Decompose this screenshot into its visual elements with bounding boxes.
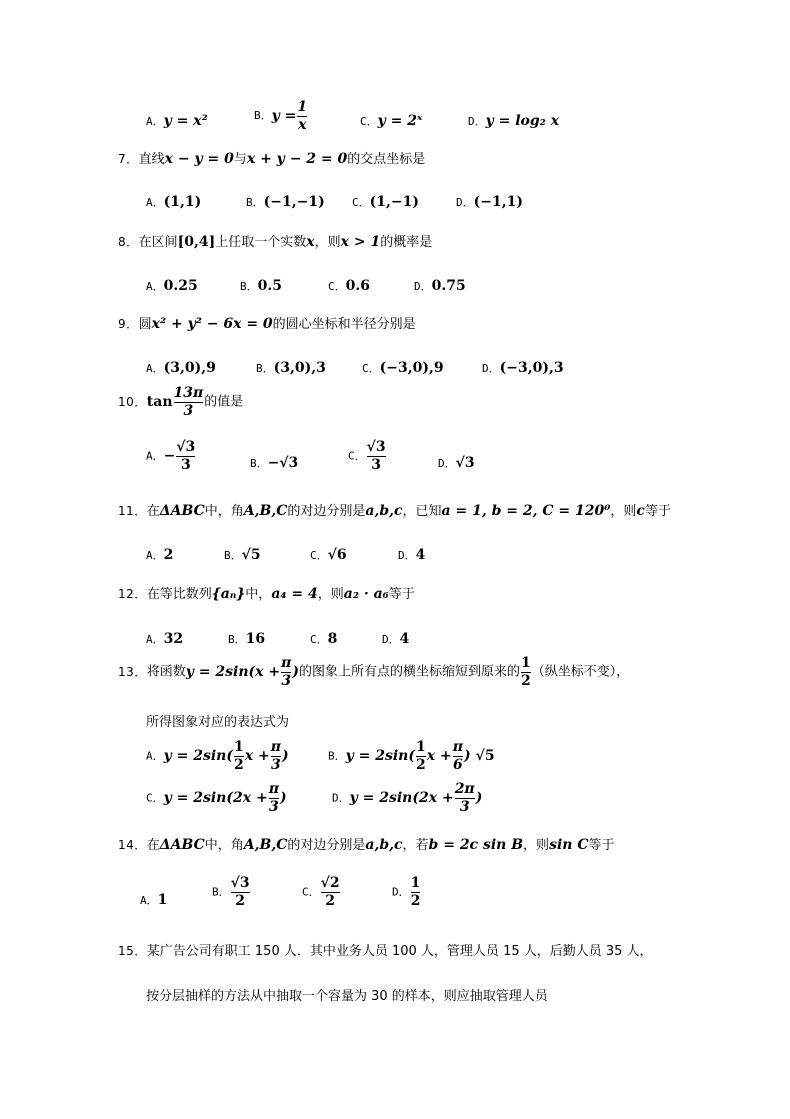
fraction: $\frac{√3}{3}$ [366,439,386,473]
q10-options [146,440,506,484]
fraction: $\frac{√3}{2}$ [230,875,250,909]
fraction: $\frac{1}{2}$ [233,739,244,773]
q9-option-c: C．(−3,0),9 [362,360,444,376]
q12-option-a: A．32 [146,631,184,647]
fraction: $\frac{√2}{2}$ [320,875,340,909]
q10-option-b: B．−√3 [250,455,299,471]
q7-options [146,193,566,213]
q11-option-c: C．√6 [310,547,347,563]
q8-option-a: A．0.25 [146,278,198,294]
q10-option-a: A．− $\frac{√3}{3}$ [146,439,196,473]
q6-option-d: D．y = log₂ x [468,113,560,129]
q10-option-d: D．√3 [438,455,475,471]
q12-option-c: C．8 [310,631,338,647]
fraction: $\frac{√3}{3}$ [176,439,196,473]
fraction: $\frac{\pi}{6}$ [452,739,463,773]
q7-option-b: B．(−1,−1) [246,194,325,210]
q7-option-a: A．(1,1) [146,194,202,210]
q9-option-b: B．(3,0),3 [256,360,326,376]
q10-option-c: C． $\frac{√3}{3}$ [348,439,386,473]
q13-stem: 13．将函数y = 2sin(x + $\frac{\pi}{3}$ )的图象上所有点的横坐标缩短到原来的 $\frac{1}{2}$ （纵坐标不变）， [118,655,630,689]
q7-option-d: D．(−1,1) [456,194,523,210]
q11-option-a: A．2 [146,547,174,563]
q7-stem: 7．直线x − y = 0与x + y − 2 = 0的交点坐标是 [118,151,426,167]
q13-options-ab [146,740,546,784]
q6-option-b: B．y = $\frac{1}{x}$ [254,99,308,133]
q8-options [146,277,566,297]
fraction: $\frac{2\pi}{3}$ [454,781,475,815]
q14-option-c: C． $\frac{√2}{2}$ [302,875,340,909]
q10-stem: 10．tan $\frac{13\pi}{3}$ 的值是 [118,385,244,419]
q9-options [146,359,586,379]
q11-option-b: B．√5 [224,547,261,563]
q13-options-cd [146,782,546,822]
q9-stem: 9．圆x² + y² − 6x = 0的圆心坐标和半径分别是 [118,316,416,332]
q14-option-a: A．1 [140,892,168,908]
q8-stem: 8．在区间[0,4]上任取一个实数x，则x > 1的概率是 [118,234,433,250]
q11-stem: 11．在ΔABC中，角A,B,C的对边分别是a,b,c，已知a = 1, b = 2, C = 120⁰，则c等于 [118,503,671,519]
fraction: $\frac{1}{2}$ [521,655,531,689]
q9-option-d: D．(−3,0),3 [482,360,564,376]
q9-option-a: A．(3,0),9 [146,360,216,376]
q12-stem: 12．在等比数列{aₙ}中，a₄ = 4，则a₂ · a₆等于 [118,586,415,602]
q14-option-d: D． $\frac{1}{2}$ [392,875,421,909]
fraction: $\frac{\pi}{3}$ [268,781,279,815]
q14-stem: 14．在ΔABC中，角A,B,C的对边分别是a,b,c，若b = 2c sin B，则sin C等于 [118,837,615,853]
q15-stem: 15．某广告公司有职工 150 人．其中业务人员 100 人，管理人员 15 人，后勤人员 35 人， [118,944,653,959]
q12-options [146,630,446,650]
fraction: $\frac{1}{2}$ [410,875,421,909]
q6-option-c: C．y = 2ˣ [360,113,423,129]
q6-option-a: A．y = x² [146,113,208,129]
fraction: $\frac{\pi}{3}$ [281,655,292,689]
q12-option-b: B．16 [228,631,266,647]
q7-option-c: C．(1,−1) [352,194,419,210]
fraction: $\frac{1}{2}$ [415,739,426,773]
q13-option-d: D．y = 2sin(2x + $\frac{2\pi}{3}$ ) [332,781,483,815]
fraction: $\frac{\pi}{3}$ [270,739,281,773]
q14-option-b: B． $\frac{√3}{2}$ [212,875,250,909]
q14-options [140,876,460,920]
fraction: $\frac{13\pi}{3}$ [173,385,204,419]
q13-option-a: A．y = 2sin( $\frac{1}{2}$ x + $\frac{\pi}{3}$ ) [146,739,289,773]
q8-option-d: D．0.75 [414,278,466,294]
q8-option-b: B．0.5 [240,278,282,294]
fraction: $\frac{1}{x}$ [297,99,308,133]
q11-options [146,546,466,566]
q13-option-c: C．y = 2sin(2x + $\frac{\pi}{3}$ ) [146,781,287,815]
q15-line2: 按分层抽样的方法从中抽取一个容量为 30 的样本，则应抽取管理人员 [146,989,548,1004]
q13-option-b: B．y = 2sin( $\frac{1}{2}$ x + $\frac{\pi}{6}$ ) √5 [328,739,495,773]
q13-line2: 所得图象对应的表达式为 [146,715,290,730]
q8-option-c: C．0.6 [328,278,370,294]
q11-option-d: D．4 [398,547,426,563]
q12-option-d: D．4 [382,631,410,647]
